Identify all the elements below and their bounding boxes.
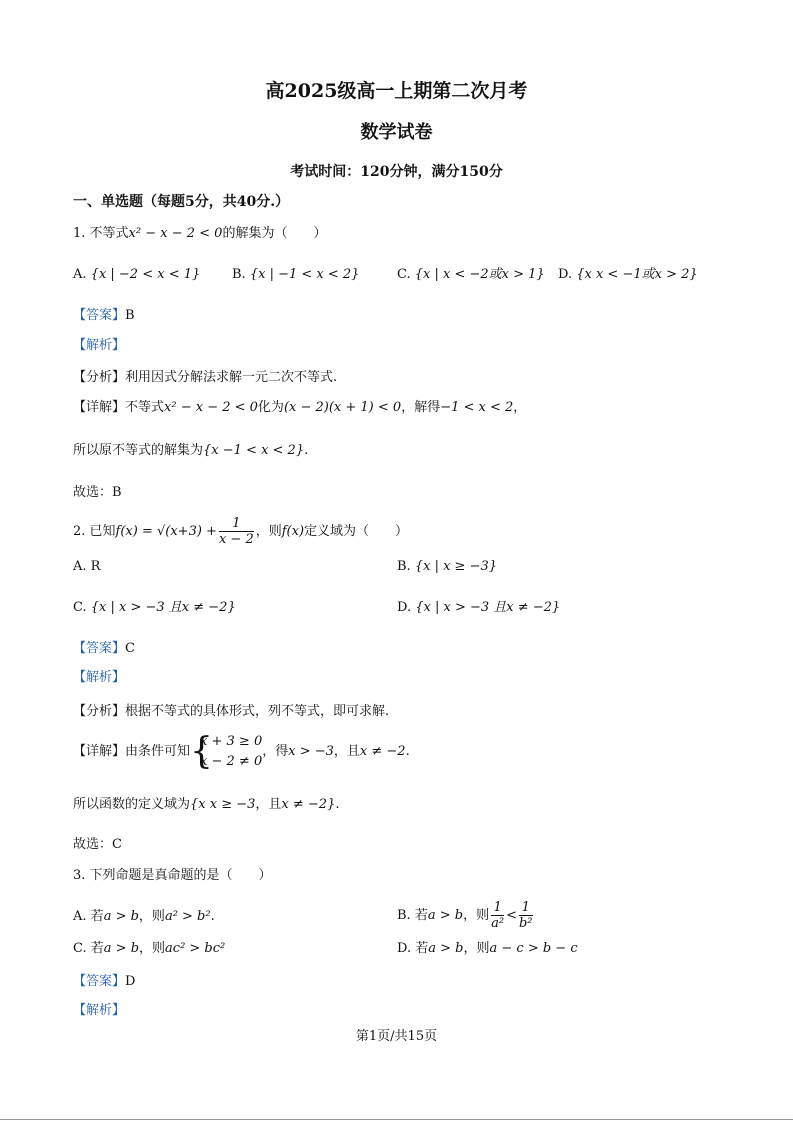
q1-xiangjie: 【详解】不等式x² − x − 2 < 0化为(x − 2)(x + 1) < 0，解得−1 < x < 2， xyxy=(73,400,527,415)
q2-answer: 【答案】C xyxy=(73,641,135,656)
q2-choose: 故选：C xyxy=(73,837,122,852)
q2-xiangjie: 【详解】由条件可知 { x + 3 ≥ 0 x − 2 ≠ 0 ，得x > −3，且x ≠ −2. xyxy=(73,730,410,772)
page-footer: 第1页/共15页 xyxy=(355,1029,438,1044)
q1-conclusion: 所以原不等式的解集为{x −1 < x < 2}. xyxy=(73,443,309,458)
q2-fraction: $\frac{1}{x - 2}$ xyxy=(218,516,254,547)
q1-stem-math: x² − x − 2 < 0 xyxy=(128,226,223,241)
q1-option-c: C. {x | x < −2或x > 1} xyxy=(397,267,545,282)
q2-option-b: B. {x | x ≥ −3} xyxy=(397,559,497,574)
q2-option-d: D. {x | x > −3 且x ≠ −2} xyxy=(397,600,561,615)
q2-option-c: C. {x | x > −3 且x ≠ −2} xyxy=(73,600,236,615)
q3-option-c: C. 若a > b，则ac² > bc² xyxy=(73,941,226,956)
q1-stem-suffix: 的解集为（ ） xyxy=(222,226,327,241)
q1-option-a: A. {x | −2 < x < 1} xyxy=(73,267,201,282)
q2-inequality-system: { x + 3 ≥ 0 x − 2 ≠ 0 xyxy=(190,730,263,772)
question-2-stem: 2. 已知f(x) = √(x+3) + $\frac{1}{x - 2}$ ，则f(x)定义域为（ ） xyxy=(73,516,409,547)
q3-analysis-label: 【解析】 xyxy=(73,1003,126,1018)
q2-fenxi: 【分析】根据不等式的具体形式，列不等式，即可求解. xyxy=(73,704,390,719)
q1-fenxi: 【分析】利用因式分解法求解一元二次不等式. xyxy=(73,370,338,385)
section-heading: 一、单选题（每题5分，共40分.） xyxy=(73,194,290,210)
q1-stem-prefix: 1. 不等式 xyxy=(73,226,129,241)
q1-answer: 【答案】B xyxy=(73,308,135,323)
q1-option-b: B. {x | −1 < x < 2} xyxy=(232,267,360,282)
question-1-stem xyxy=(73,225,326,243)
q2-option-a: A. R xyxy=(73,559,101,574)
question-3-stem: 3. 下列命题是真命题的是（ ） xyxy=(73,868,272,883)
q2-conclusion: 所以函数的定义域为{x x ≥ −3，且x ≠ −2}. xyxy=(73,797,340,812)
exam-info: 考试时间：120分钟，满分150分 xyxy=(290,164,503,180)
bottom-divider xyxy=(0,1119,793,1120)
exam-title: 高2025级高一上期第二次月考 xyxy=(265,80,528,102)
q1-option-d: D. {x x < −1或x > 2} xyxy=(558,267,698,282)
q1-choose: 故选：B xyxy=(73,485,122,500)
q1-analysis-label: 【解析】 xyxy=(73,338,126,353)
subject-title: 数学试卷 xyxy=(360,122,433,143)
q2-analysis-label: 【解析】 xyxy=(73,670,126,685)
q3-option-a: A. 若a > b，则a² > b². xyxy=(73,909,215,924)
q3-answer: 【答案】D xyxy=(73,974,136,989)
q3-option-d: D. 若a > b，则a − c > b − c xyxy=(397,941,578,956)
q3-option-b: B. 若a > b，则 $\frac{1}{\text{a²}}$ < $\frac{1}{\text{b²}}$ xyxy=(397,900,533,931)
